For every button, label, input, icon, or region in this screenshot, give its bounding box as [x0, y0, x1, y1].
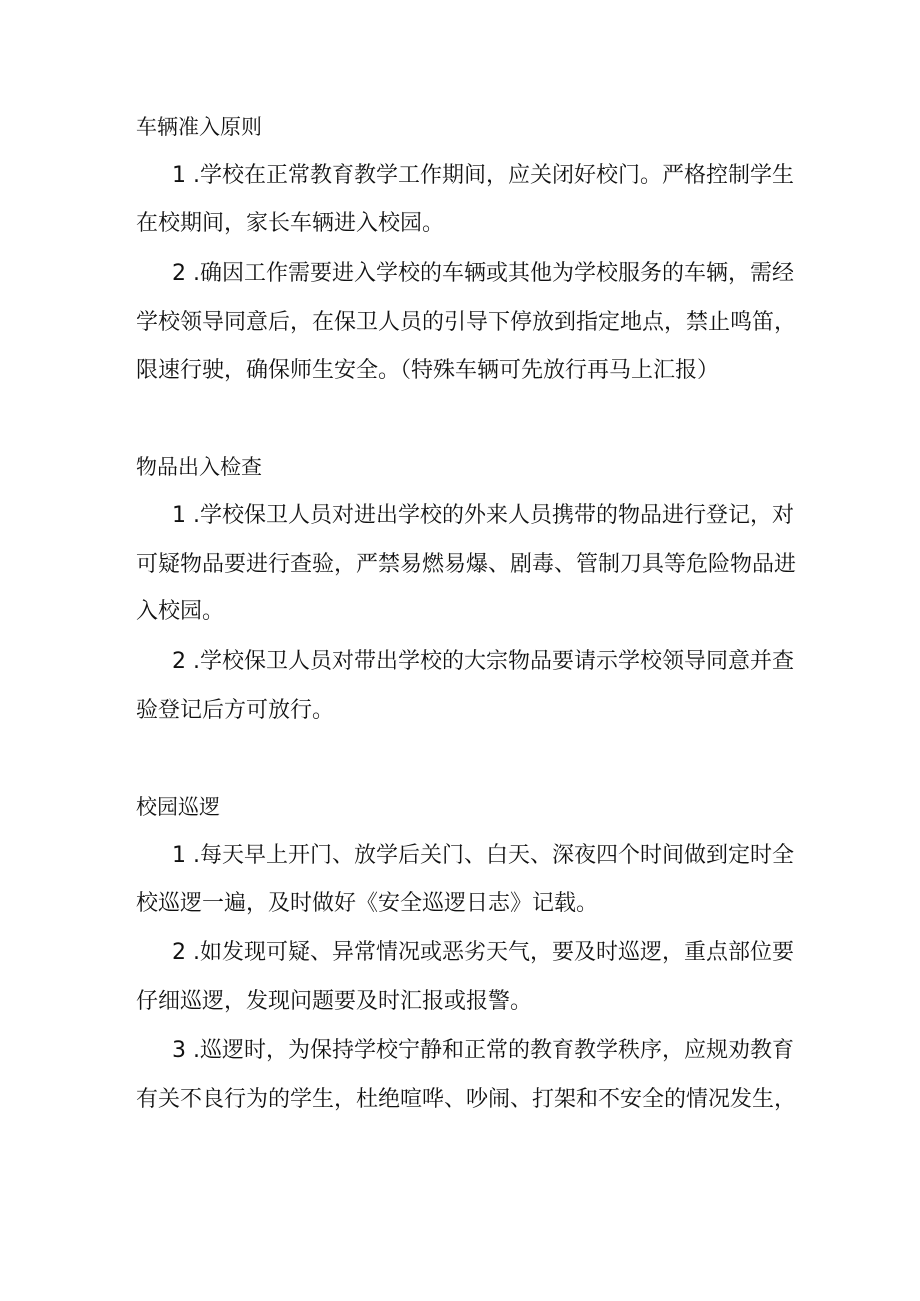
paragraph-line: 可疑物品要进行查验，严禁易燃易爆、剧毒、管制刀具等危险物品进: [136, 552, 797, 577]
paragraph-line: 有关不良行为的学生，杜绝喧哗、吵闹、打架和不安全的情况发生，: [136, 1087, 797, 1112]
section-heading-item-inspection: 物品出入检查: [136, 455, 262, 479]
paragraph-line: 1 .学校保卫人员对进出学校的外来人员携带的物品进行登记，对: [172, 503, 794, 528]
paragraph-line: 1 .学校在正常教育教学工作期间，应关闭好校门。严格控制学生: [172, 163, 794, 188]
paragraph-line: 入校园。: [136, 599, 225, 624]
paragraph-line: 2 .确因工作需要进入学校的车辆或其他为学校服务的车辆，需经: [172, 261, 794, 286]
paragraph-line: 学校领导同意后，在保卫人员的引导下停放到指定地点，禁止鸣笛，: [136, 310, 797, 335]
paragraph-line: 在校期间，家长车辆进入校园。: [136, 211, 445, 236]
section-heading-vehicle-access: 车辆准入原则: [136, 115, 262, 139]
paragraph-line: 2 .如发现可疑、异常情况或恶劣天气，要及时巡逻，重点部位要: [172, 940, 794, 965]
paragraph-line: 校巡逻一遍，及时做好《安全巡逻日志》记载。: [136, 891, 599, 916]
paragraph-line: 验登记后方可放行。: [136, 698, 335, 723]
paragraph-line: 仔细巡逻，发现问题要及时汇报或报警。: [136, 989, 533, 1014]
paragraph-line: 1 .每天早上开门、放学后关门、白天、深夜四个时间做到定时全: [172, 843, 794, 868]
paragraph-line: 2 .学校保卫人员对带出学校的大宗物品要请示学校领导同意并查: [172, 649, 794, 674]
paragraph-line: 限速行驶，确保师生安全。（特殊车辆可先放行再马上汇报）: [136, 358, 720, 383]
section-heading-campus-patrol: 校园巡逻: [136, 795, 220, 819]
paragraph-line: 3 .巡逻时，为保持学校宁静和正常的教育教学秩序，应规劝教育: [172, 1038, 794, 1063]
